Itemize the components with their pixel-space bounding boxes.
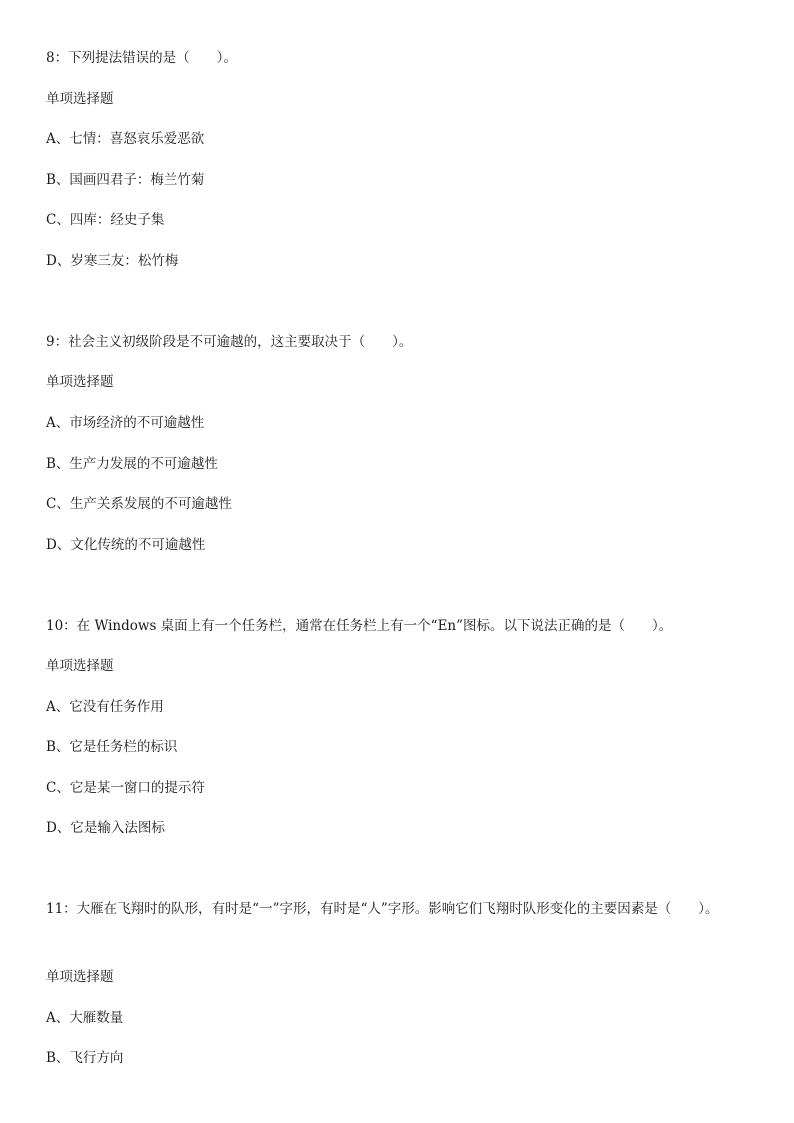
question-10-type: 单项选择题 — [46, 658, 114, 674]
question-11-stem: 11：大雁在飞翔时的队形，有时是“一”字形，有时是“人”字形。影响它们飞翔时队形变化的主要因素是（ ）。 — [46, 901, 719, 917]
question-8-option-c: C、四库：经史子集 — [46, 212, 165, 228]
question-9-type: 单项选择题 — [46, 374, 114, 390]
question-9-option-b: B、生产力发展的不可逾越性 — [46, 456, 218, 472]
question-9-option-d: D、文化传统的不可逾越性 — [46, 537, 206, 553]
question-10-option-a: A、它没有任务作用 — [46, 699, 164, 715]
question-9-option-a: A、市场经济的不可逾越性 — [46, 415, 205, 431]
question-9-option-c: C、生产关系发展的不可逾越性 — [46, 496, 232, 512]
question-8-option-a: A、七情：喜怒哀乐爱恶欲 — [46, 131, 205, 147]
question-8-type: 单项选择题 — [46, 91, 114, 107]
question-10-option-b: B、它是任务栏的标识 — [46, 739, 178, 755]
question-8-option-d: D、岁寒三友：松竹梅 — [46, 253, 179, 269]
question-10-option-d: D、它是输入法图标 — [46, 820, 165, 836]
question-11-type: 单项选择题 — [46, 969, 114, 985]
question-10-stem: 10：在 Windows 桌面上有一个任务栏，通常在任务栏上有一个“En”图标。以下说法正确的是（ ）。 — [46, 618, 673, 634]
question-11-option-b: B、飞行方向 — [46, 1050, 124, 1066]
question-10-option-c: C、它是某一窗口的提示符 — [46, 780, 205, 796]
question-9-stem: 9：社会主义初级阶段是不可逾越的，这主要取决于（ ）。 — [46, 334, 413, 350]
question-11-option-a: A、大雁数量 — [46, 1010, 124, 1026]
question-8-stem: 8：下列提法错误的是（ ）。 — [46, 50, 237, 66]
question-8-option-b: B、国画四君子：梅兰竹菊 — [46, 172, 205, 188]
